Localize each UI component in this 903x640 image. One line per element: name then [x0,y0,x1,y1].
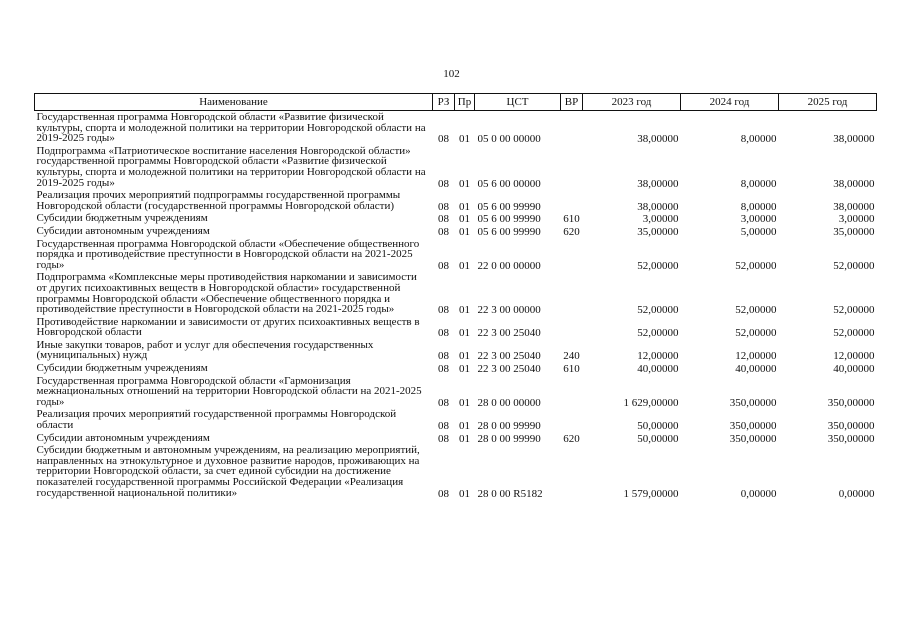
cell-rz: 08 [438,133,449,146]
cell-name: Иные закупки товаров, работ и услуг для обеспечения государственных (муниципальных) нужд [36,338,374,362]
table-body [35,111,877,500]
cell-rz: 08 [438,420,449,433]
cell-y2025: 3,00000 [838,213,875,226]
cell-rz: 08 [438,225,449,238]
cell-pr: 01 [459,225,470,238]
header-row [35,94,877,111]
cell-vr: 240 [563,350,580,363]
cell-y2023: 38,00000 [637,200,679,213]
cell-name: Реализация прочих мероприятий государственной программы Новгородской области [36,408,397,432]
cell-rz: 08 [438,304,449,317]
cell-vr: 620 [563,225,580,238]
cell-rz: 08 [438,487,449,500]
table-row [35,111,877,145]
cell-y2025: 35,00000 [833,225,875,238]
cell-y2024: 350,00000 [729,396,777,409]
cell-pr: 01 [459,200,470,213]
cell-cst: 28 0 00 99990 [477,420,541,433]
cell-y2024: 8,00000 [740,200,777,213]
cell-name: Государственная программа Новгородской области «Обеспечение общественного порядка и противодействие преступности в Новгородской области на 2021-2025 годы» [36,237,420,271]
cell-y2025: 350,00000 [827,396,875,409]
cell-rz: 08 [438,200,449,213]
cell-vr [561,444,583,499]
cell-y2024: 0,00000 [740,487,777,500]
page-number: 102 [443,68,460,80]
header-name: Наименование [35,94,433,111]
cell-pr: 01 [459,487,470,500]
cell-y2024: 3,00000 [740,213,777,226]
cell-cst: 28 0 00 00000 [477,396,541,409]
cell-y2024: 52,00000 [735,304,777,317]
cell-y2023: 50,00000 [637,432,679,445]
header-2023: 2023 год [583,94,681,111]
cell-pr: 01 [459,327,470,340]
cell-y2025: 350,00000 [827,420,875,433]
cell-name: Подпрограмма «Патриотическое воспитание населения Новгородской области» государственной программы Новгородской области «Развитие физической культуры, спорта и молодежной политики на территории Новгородской области на 2019-2025 годы» [36,144,426,189]
header-cst: ЦСТ [475,94,561,111]
cell-y2023: 3,00000 [642,213,679,226]
cell-cst: 05 6 00 99990 [477,225,541,238]
cell-rz: 08 [438,213,449,226]
cell-pr: 01 [459,420,470,433]
cell-name: Субсидии автономным учреждениям [36,224,210,237]
cell-y2025: 38,00000 [833,133,875,146]
cell-cst: 05 6 00 00000 [477,177,541,190]
cell-rz: 08 [438,396,449,409]
table-row [35,225,877,238]
cell-y2025: 52,00000 [833,327,875,340]
cell-y2023: 52,00000 [637,327,679,340]
cell-cst: 22 0 00 00000 [477,259,541,272]
table-row [35,316,877,339]
cell-y2024: 52,00000 [735,327,777,340]
cell-pr: 01 [459,304,470,317]
cell-y2023: 40,00000 [637,363,679,376]
table-row [35,362,877,375]
table-row [35,271,877,315]
cell-name: Подпрограмма «Комплексные меры противодействия наркомании и зависимости от других психоактивных веществ в Новгородской области» государственной программы Новгородской области «Обеспечение общественного порядка и противодействие преступности в Новгородской области на 2021-2025 годы» [36,271,417,316]
cell-vr [561,111,583,145]
cell-rz: 08 [438,327,449,340]
table-row [35,444,877,499]
cell-pr: 01 [459,396,470,409]
table-row [35,238,877,272]
cell-y2025: 38,00000 [833,177,875,190]
cell-y2024: 350,00000 [729,432,777,445]
cell-y2023: 38,00000 [637,177,679,190]
table-row [35,339,877,362]
cell-rz: 08 [438,177,449,190]
cell-cst: 22 3 00 00000 [477,304,541,317]
cell-pr: 01 [459,432,470,445]
cell-vr: 610 [563,213,580,226]
cell-vr [561,238,583,272]
cell-y2023: 1 629,00000 [623,396,679,409]
cell-name: Субсидии бюджетным учреждениям [36,362,208,375]
cell-cst: 22 3 00 25040 [477,363,541,376]
cell-cst: 22 3 00 25040 [477,327,541,340]
cell-name: Субсидии бюджетным учреждениям [36,212,208,225]
cell-vr [561,375,583,409]
cell-cst: 05 6 00 99990 [477,200,541,213]
cell-vr: 610 [563,363,580,376]
cell-pr: 01 [459,133,470,146]
cell-pr: 01 [459,350,470,363]
cell-name: Государственная программа Новгородской области «Гармонизация межнациональных отношений на территории Новгородской области на 2021-2025 годы» [36,374,422,408]
cell-pr: 01 [459,177,470,190]
cell-y2024: 8,00000 [740,177,777,190]
header-vr: ВР [561,94,583,111]
cell-y2023: 35,00000 [637,225,679,238]
header-2024: 2024 год [681,94,779,111]
cell-pr: 01 [459,259,470,272]
table-row [35,375,877,409]
cell-vr [561,316,583,339]
cell-y2025: 40,00000 [833,363,875,376]
header-rz: РЗ [433,94,455,111]
cell-cst: 22 3 00 25040 [477,350,541,363]
cell-vr [561,189,583,212]
cell-y2023: 12,00000 [637,350,679,363]
cell-vr [561,271,583,315]
cell-y2024: 8,00000 [740,133,777,146]
cell-y2024: 40,00000 [735,363,777,376]
table-row [35,145,877,189]
table-row [35,212,877,225]
cell-y2025: 350,00000 [827,432,875,445]
cell-y2023: 38,00000 [637,133,679,146]
cell-name: Реализация прочих мероприятий подпрограммы государственной программы Новгородской области (государственной программы Новгородской области) [36,189,401,212]
table-row [35,408,877,431]
cell-vr [561,408,583,431]
cell-rz: 08 [438,350,449,363]
cell-pr: 01 [459,363,470,376]
cell-y2024: 52,00000 [735,259,777,272]
cell-vr: 620 [563,432,580,445]
cell-vr [561,145,583,189]
cell-y2023: 50,00000 [637,420,679,433]
cell-cst: 28 0 00 99990 [477,432,541,445]
table-row [35,432,877,445]
cell-name: Субсидии автономным учреждениям [36,431,210,444]
cell-rz: 08 [438,363,449,376]
cell-y2025: 0,00000 [838,487,875,500]
cell-y2025: 52,00000 [833,304,875,317]
cell-name: Субсидии бюджетным и автономным учреждениям, на реализацию мероприятий, направленных на этнокультурное и духовное развитие народов, проживающих на территории Новгородской области, за счет единой субсидии на достижение показателей государственной программы Российской Федерации «Реализация государственной национальной политики» [36,444,420,499]
cell-y2023: 52,00000 [637,259,679,272]
cell-y2025: 38,00000 [833,200,875,213]
header-pr: Пр [455,94,475,111]
cell-y2024: 5,00000 [740,225,777,238]
cell-y2025: 52,00000 [833,259,875,272]
cell-rz: 08 [438,432,449,445]
cell-cst: 05 0 00 00000 [477,133,541,146]
cell-y2023: 1 579,00000 [623,487,679,500]
cell-y2024: 12,00000 [735,350,777,363]
table-row [35,189,877,212]
cell-y2023: 52,00000 [637,304,679,317]
cell-name: Противодействие наркомании и зависимости от других психоактивных веществ в Новгородской области [36,315,420,339]
cell-name: Государственная программа Новгородской области «Развитие физической культуры, спорта и молодежной политики на территории Новгородской области на 2019-2025 годы» [36,111,426,145]
cell-rz: 08 [438,259,449,272]
cell-y2025: 12,00000 [833,350,875,363]
header-2025: 2025 год [779,94,877,111]
cell-cst: 05 6 00 99990 [477,213,541,226]
cell-cst: 28 0 00 R5182 [477,487,543,500]
cell-pr: 01 [459,213,470,226]
budget-table [34,93,877,499]
cell-y2024: 350,00000 [729,420,777,433]
